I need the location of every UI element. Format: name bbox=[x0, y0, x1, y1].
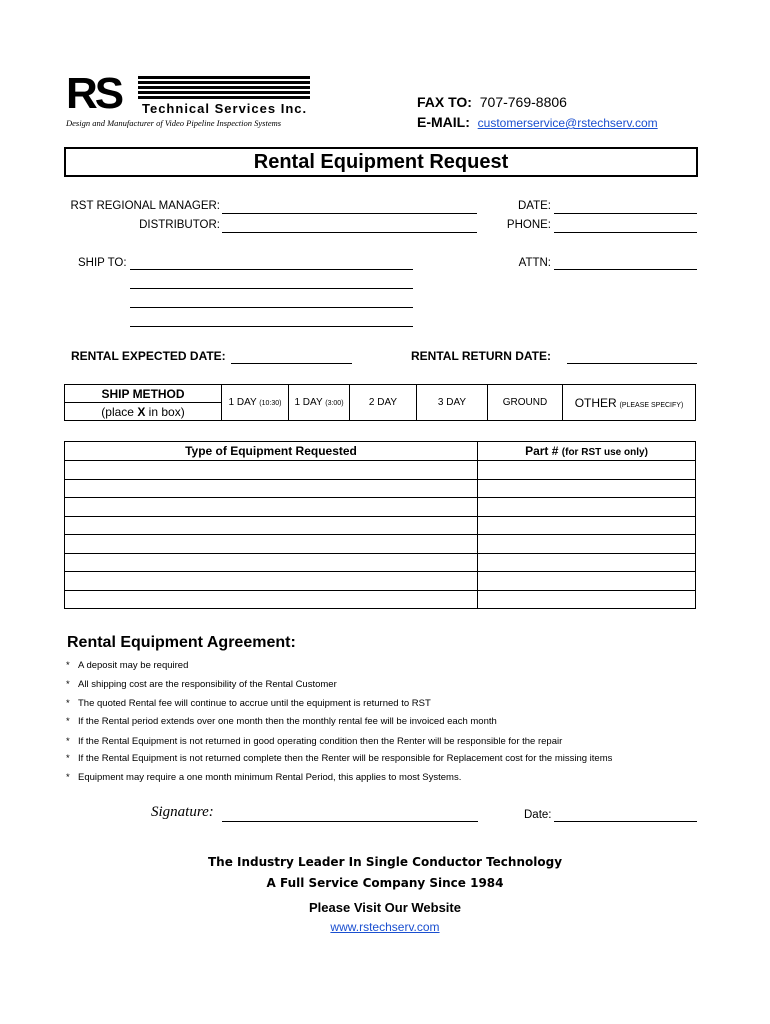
ship-option-label: 1 DAY bbox=[294, 397, 323, 408]
signature-field[interactable] bbox=[222, 821, 478, 822]
fax-label: FAX TO: bbox=[417, 94, 472, 110]
table-row bbox=[65, 479, 696, 498]
equipment-cell[interactable] bbox=[65, 553, 478, 572]
contact-block bbox=[417, 92, 658, 133]
phone-label: PHONE: bbox=[506, 219, 551, 231]
rental-expected-date-label: RENTAL EXPECTED DATE: bbox=[71, 349, 226, 363]
website-link[interactable]: www.rstechserv.com bbox=[330, 920, 440, 934]
ship-option-note: (PLEASE SPECIFY) bbox=[619, 401, 684, 409]
part-cell[interactable] bbox=[478, 479, 696, 498]
equipment-table bbox=[64, 441, 696, 609]
rental-return-date-field[interactable] bbox=[567, 363, 697, 364]
equipment-cell[interactable] bbox=[65, 572, 478, 591]
table-row bbox=[65, 590, 696, 609]
equipment-cell[interactable] bbox=[65, 590, 478, 609]
rental-return-date-label: RENTAL RETURN DATE: bbox=[411, 349, 551, 363]
part-cell[interactable] bbox=[478, 535, 696, 554]
table-row bbox=[65, 461, 696, 480]
phone-field[interactable] bbox=[554, 232, 697, 233]
agreement-text: The quoted Rental fee will continue to accrue until the equipment is returned to RST bbox=[78, 698, 431, 709]
ship-method-heading: SHIP METHOD bbox=[65, 385, 222, 403]
logo-tagline: Design and Manufacturer of Video Pipeline Inspection Systems bbox=[66, 118, 282, 128]
ship-to-field-4[interactable] bbox=[130, 326, 413, 327]
agreement-item: * A deposit may be required bbox=[66, 660, 189, 671]
table-row bbox=[65, 572, 696, 591]
ship-option-note: (10:30) bbox=[259, 400, 282, 407]
part-number-note: (for RST use only) bbox=[561, 447, 648, 458]
footer-visit: Please Visit Our Website bbox=[309, 900, 461, 915]
agreement-item: * If the Rental Equipment is not returned in good operating condition then the Renter will be responsible for the repair bbox=[66, 736, 563, 747]
agreement-item: * Equipment may require a one month minimum Rental Period, this applies to most Systems. bbox=[66, 772, 462, 783]
agreement-item: * The quoted Rental fee will continue to accrue until the equipment is returned to RST bbox=[66, 698, 431, 709]
rental-expected-date-field[interactable] bbox=[231, 363, 352, 364]
ship-option-label: OTHER bbox=[574, 395, 617, 410]
agreement-text: If the Rental Equipment is not returned complete then the Renter will be responsible for Replacement cost for the missing items bbox=[78, 753, 613, 764]
part-number-label: Part # bbox=[525, 444, 559, 458]
agreement-item: * If the Rental period extends over one month then the monthly rental fee will be invoiced each month bbox=[66, 716, 497, 727]
ship-method-instruction bbox=[65, 403, 222, 421]
equipment-cell[interactable] bbox=[65, 535, 478, 554]
agreement-text: A deposit may be required bbox=[78, 660, 189, 671]
table-row bbox=[65, 553, 696, 572]
agreement-text: All shipping cost are the responsibility of the Rental Customer bbox=[78, 679, 337, 690]
date-field[interactable] bbox=[554, 213, 697, 214]
ship-option-1day-1030[interactable] bbox=[222, 385, 289, 421]
ship-option-1day-300[interactable] bbox=[289, 385, 350, 421]
part-cell[interactable] bbox=[478, 590, 696, 609]
part-cell[interactable] bbox=[478, 498, 696, 517]
ship-to-field-2[interactable] bbox=[130, 288, 413, 289]
ship-option-label: 2 DAY bbox=[368, 397, 398, 408]
footer-since: A Full Service Company Since 1984 bbox=[266, 876, 504, 890]
equipment-cell[interactable] bbox=[65, 516, 478, 535]
ship-option-note: (3:00) bbox=[325, 400, 344, 407]
ship-to-field-1[interactable] bbox=[130, 269, 413, 270]
agreement-text: Equipment may require a one month minimum Rental Period, this applies to most Systems. bbox=[78, 772, 462, 783]
equipment-cell[interactable] bbox=[65, 498, 478, 517]
footer-website bbox=[0, 920, 770, 934]
instruction-pre: (place bbox=[101, 404, 138, 419]
email-label: E-MAIL: bbox=[417, 114, 470, 130]
ship-option-label: 1 DAY bbox=[228, 397, 257, 408]
agreement-text: If the Rental Equipment is not returned in good operating condition then the Renter will be responsible for the repair bbox=[78, 736, 563, 747]
part-cell[interactable] bbox=[478, 516, 696, 535]
ship-option-ground[interactable] bbox=[488, 385, 563, 421]
regional-manager-label: RST REGIONAL MANAGER: bbox=[70, 200, 220, 212]
ship-to-field-3[interactable] bbox=[130, 307, 413, 308]
attn-field[interactable] bbox=[554, 269, 697, 270]
signature-label: Signature: bbox=[151, 804, 214, 820]
regional-manager-field[interactable] bbox=[222, 213, 477, 214]
agreement-text: If the Rental period extends over one month then the monthly rental fee will be invoiced each month bbox=[78, 716, 497, 727]
part-number-header bbox=[478, 442, 696, 461]
equipment-cell[interactable] bbox=[65, 461, 478, 480]
equipment-cell[interactable] bbox=[65, 479, 478, 498]
page-title: Rental Equipment Request bbox=[64, 147, 698, 177]
ship-option-3day[interactable] bbox=[417, 385, 488, 421]
table-row bbox=[65, 516, 696, 535]
email-link[interactable]: customerservice@rstechserv.com bbox=[477, 116, 658, 130]
fax-number: 707-769-8806 bbox=[479, 94, 567, 110]
ship-option-2day[interactable] bbox=[350, 385, 417, 421]
part-cell[interactable] bbox=[478, 553, 696, 572]
distributor-field[interactable] bbox=[222, 232, 477, 233]
instruction-x: X bbox=[137, 404, 146, 419]
table-row bbox=[65, 535, 696, 554]
ship-to-label: SHIP TO: bbox=[78, 257, 127, 269]
logo-company-name: Technical Services Inc. bbox=[142, 101, 308, 116]
agreement-item: * If the Rental Equipment is not returned complete then the Renter will be responsible for Replacement cost for the missing items bbox=[66, 753, 613, 764]
company-logo bbox=[66, 69, 316, 132]
instruction-post: in box) bbox=[145, 404, 185, 419]
logo-letters: RS bbox=[66, 69, 122, 118]
date-label: DATE: bbox=[517, 200, 551, 212]
ship-option-other[interactable] bbox=[563, 385, 696, 421]
distributor-label: DISTRIBUTOR: bbox=[139, 219, 220, 231]
equipment-type-header: Type of Equipment Requested bbox=[65, 442, 478, 461]
agreement-item: * All shipping cost are the responsibility of the Rental Customer bbox=[66, 679, 337, 690]
signature-date-label: Date: bbox=[524, 809, 552, 821]
ship-option-label: 3 DAY bbox=[437, 397, 467, 408]
part-cell[interactable] bbox=[478, 572, 696, 591]
table-row bbox=[65, 498, 696, 517]
footer-tagline: The Industry Leader In Single Conductor Technology bbox=[207, 855, 563, 869]
ship-option-label: GROUND bbox=[502, 397, 548, 408]
part-cell[interactable] bbox=[478, 461, 696, 480]
logo-stripes bbox=[138, 76, 310, 102]
signature-date-field[interactable] bbox=[554, 821, 697, 822]
ship-method-table bbox=[64, 384, 696, 421]
agreement-title: Rental Equipment Agreement: bbox=[67, 634, 296, 651]
attn-label: ATTN: bbox=[518, 257, 551, 269]
